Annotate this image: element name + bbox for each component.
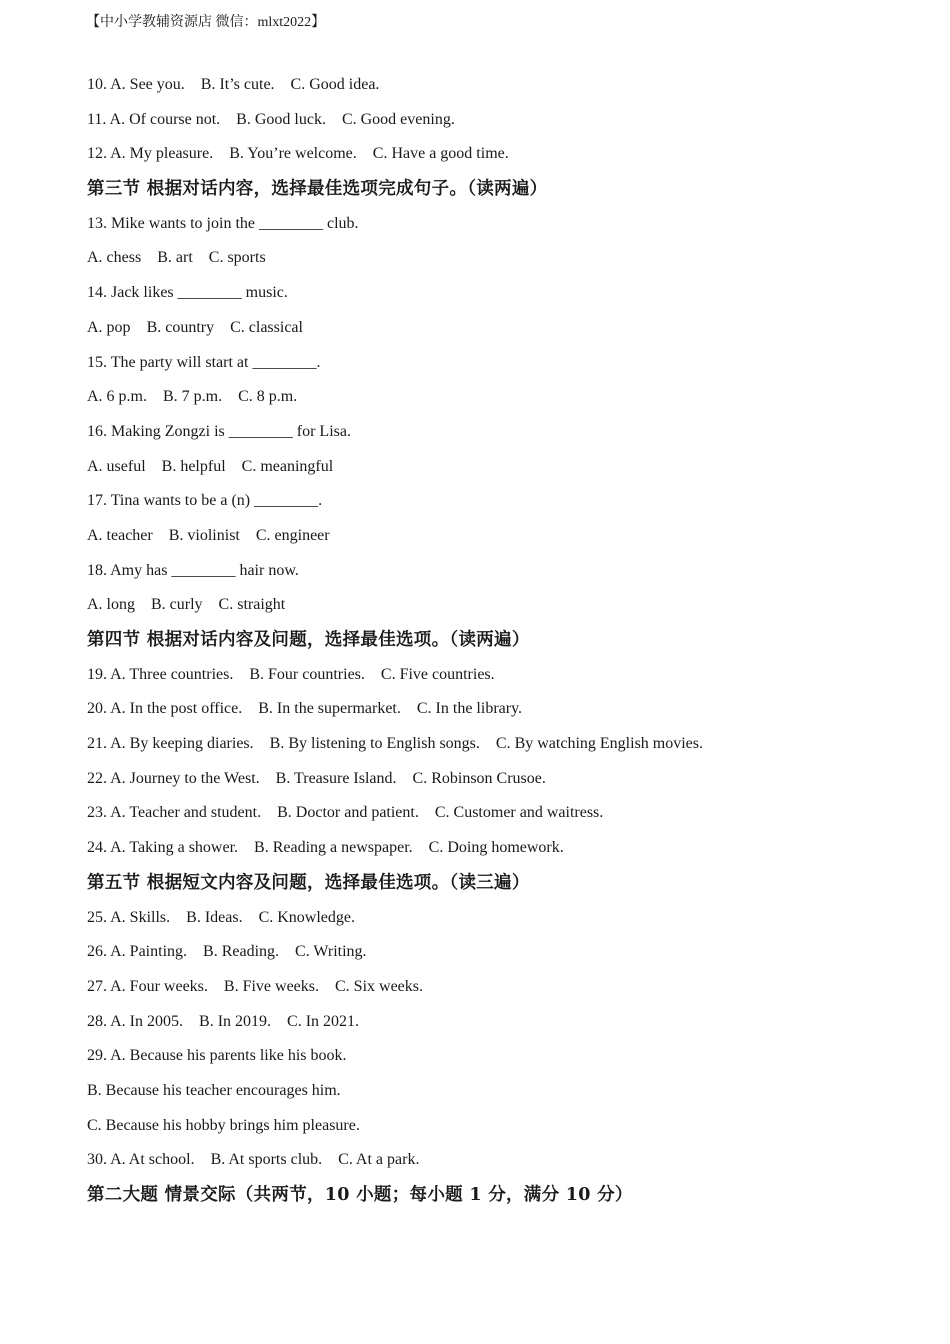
question-number: 19. — [87, 665, 107, 683]
option-line — [87, 68, 907, 103]
answer-option: A. Journey to the West. — [110, 769, 260, 787]
question-number: 10. — [87, 76, 107, 93]
answer-option: C. engineer — [255, 526, 330, 544]
answer-option: B. Reading. — [203, 943, 280, 961]
question-line: 29. A. Because his parents like his book. — [87, 1047, 347, 1065]
answer-option: A. In the post office. — [110, 700, 243, 718]
answer-option: B. Ideas. — [186, 908, 243, 926]
question-number: 20. — [87, 700, 107, 718]
option-line — [87, 311, 907, 346]
answer-option: A. Painting. — [110, 943, 188, 961]
answer-option: B. Five weeks. — [223, 977, 319, 995]
question-number: 11. — [87, 110, 107, 128]
question-line: C. Because his hobby brings him pleasure. — [87, 1116, 360, 1134]
answer-option: B. curly — [151, 596, 203, 614]
option-line — [87, 1005, 907, 1040]
answer-option: A. By keeping diaries. — [110, 735, 254, 753]
option-line — [87, 380, 907, 415]
answer-option: C. sports — [208, 249, 266, 267]
answer-option: C. In 2021. — [287, 1012, 360, 1030]
option-line — [87, 692, 907, 727]
answer-option: A. teacher — [87, 526, 153, 544]
answer-option: C. straight — [218, 596, 286, 614]
option-line — [87, 658, 907, 693]
answer-option: A. See you. — [110, 76, 185, 93]
option-line — [87, 935, 907, 970]
question-number: 21. — [87, 735, 107, 753]
answer-option: A. Taking a shower. — [110, 839, 239, 857]
answer-option: B. Good luck. — [236, 110, 326, 128]
answer-option: A. At school. — [110, 1151, 195, 1169]
question-line: 18. Amy has ________ hair now. — [87, 561, 299, 579]
answer-option: C. Customer and waitress. — [434, 804, 604, 822]
option-line — [87, 970, 907, 1005]
answer-option: A. In 2005. — [110, 1012, 184, 1030]
answer-option: A. useful — [87, 457, 146, 475]
answer-option: B. helpful — [161, 457, 226, 475]
question-number: 12. — [87, 145, 107, 163]
question-line: 13. Mike wants to join the ________ club. — [87, 214, 359, 232]
answer-option: C. Doing homework. — [428, 839, 564, 857]
option-line — [87, 796, 907, 831]
answer-option: A. long — [87, 596, 135, 614]
answer-option: C. Writing. — [295, 943, 367, 961]
question-line: B. Because his teacher encourages him. — [87, 1081, 341, 1099]
answer-option: B. You’re welcome. — [229, 145, 357, 163]
document-body — [87, 68, 907, 1213]
option-line — [87, 1143, 907, 1178]
option-line — [87, 588, 907, 623]
option-line — [87, 519, 907, 554]
answer-option: A. My pleasure. — [110, 145, 214, 163]
answer-option: B. In 2019. — [199, 1012, 272, 1030]
answer-option: B. violinist — [168, 526, 240, 544]
answer-option: C. By watching English movies. — [495, 735, 704, 753]
page-header-watermark: 【中小学教辅资源店 微信：mlxt2022】 — [86, 15, 326, 30]
answer-option: C. meaningful — [241, 457, 334, 475]
question-number: 25. — [87, 908, 107, 926]
question-number: 26. — [87, 943, 107, 961]
question-number: 22. — [87, 769, 107, 787]
question-line: 16. Making Zongzi is ________ for Lisa. — [87, 422, 351, 440]
answer-option: C. classical — [230, 318, 303, 336]
question-number: 30. — [87, 1151, 107, 1169]
option-line — [87, 831, 907, 866]
answer-option: B. 7 p.m. — [163, 388, 223, 406]
question-line: 14. Jack likes ________ music. — [87, 284, 288, 302]
option-line — [87, 137, 907, 172]
answer-option: A. pop — [87, 318, 131, 336]
section-heading: 第五节 根据短文内容及问题，选择最佳选项。（读三遍） — [87, 872, 530, 893]
option-line — [87, 901, 907, 936]
option-line — [87, 762, 907, 797]
question-number: 27. — [87, 977, 107, 995]
answer-option: B. Four countries. — [249, 665, 365, 683]
answer-option: C. Five countries. — [380, 665, 495, 683]
answer-option: C. Good evening. — [341, 110, 455, 128]
answer-option: B. By listening to English songs. — [269, 735, 480, 753]
answer-option: A. chess — [87, 249, 142, 267]
answer-option: B. Reading a newspaper. — [254, 839, 413, 857]
answer-option: A. Three countries. — [110, 665, 234, 683]
answer-option: B. In the supermarket. — [258, 700, 401, 718]
answer-option: C. In the library. — [416, 700, 523, 718]
answer-option: B. Treasure Island. — [275, 769, 397, 787]
answer-option: C. At a park. — [338, 1151, 420, 1169]
answer-option: A. Of course not. — [109, 110, 221, 128]
question-line: 17. Tina wants to be a (n) ________. — [87, 492, 323, 510]
question-line: 15. The party will start at ________. — [87, 353, 321, 371]
answer-option: A. Skills. — [110, 908, 171, 926]
answer-option: A. 6 p.m. — [87, 388, 147, 406]
option-line — [87, 450, 907, 485]
section-heading: 第三节 根据对话内容，选择最佳选项完成句子。（读两遍） — [87, 179, 548, 200]
answer-option: B. At sports club. — [210, 1151, 323, 1169]
answer-option: C. Good idea. — [290, 76, 380, 93]
answer-option: C. Six weeks. — [335, 977, 423, 995]
section-heading: 第二大题 情景交际（共两节，10 小题；每小题 1 分，满分 10 分） — [87, 1185, 633, 1205]
answer-option: A. Four weeks. — [110, 977, 208, 995]
answer-option: B. art — [157, 249, 193, 267]
answer-option: B. country — [146, 318, 215, 336]
option-line — [87, 241, 907, 276]
question-number: 28. — [87, 1012, 107, 1030]
answer-option: A. Teacher and student. — [110, 804, 262, 822]
answer-option: B. It’s cute. — [200, 76, 275, 93]
question-number: 24. — [87, 839, 107, 857]
answer-option: C. 8 p.m. — [238, 388, 298, 406]
option-line — [87, 727, 907, 762]
answer-option: C. Have a good time. — [372, 145, 509, 163]
answer-option: C. Robinson Crusoe. — [412, 769, 546, 787]
option-line — [87, 103, 907, 138]
section-heading: 第四节 根据对话内容及问题，选择最佳选项。（读两遍） — [87, 630, 530, 650]
answer-option: C. Knowledge. — [258, 908, 356, 926]
question-number: 23. — [87, 804, 107, 822]
answer-option: B. Doctor and patient. — [277, 804, 419, 822]
